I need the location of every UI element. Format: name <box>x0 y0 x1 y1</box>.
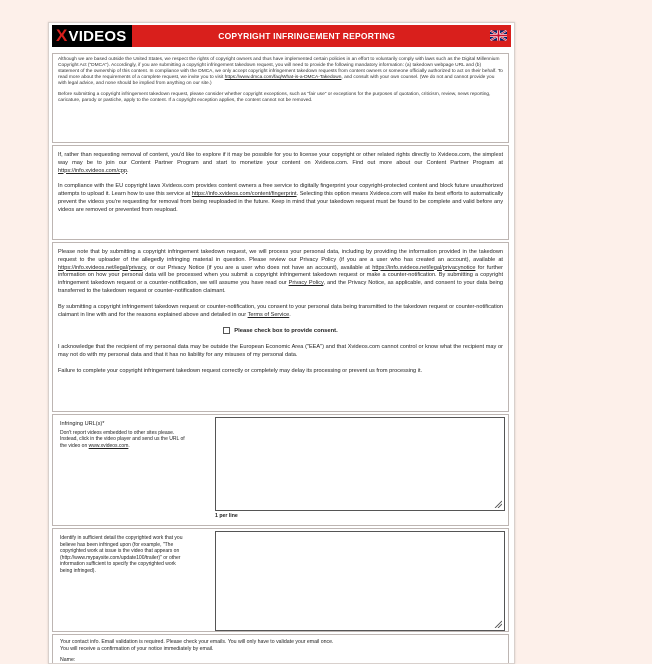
consent-label: Please check box to provide consent. <box>234 327 338 334</box>
copyrighted-work-label: Identify in sufficient detail the copyrighted work that you believe has been infringed upon (for example, "The copyrighted work at issue is the video that appears on (http://www.mypaysite.com/update100/trailer)" or other information sufficient to specify the copyrighted work being infringed). <box>60 535 183 574</box>
logo-text: VIDEOS <box>68 27 127 45</box>
intro-section <box>52 53 509 143</box>
infringing-urls-help: Don't report videos embedded to other sites please. Instead, click in the video player and send us the URL of the video on <box>60 429 185 449</box>
cpp-link[interactable]: https://info.xvideos.com/cpp <box>58 167 128 174</box>
privacy-notice-link[interactable]: https://info.xvideos.net/legal/privacynotice <box>372 264 476 271</box>
per-line-hint: 1 per line <box>215 513 238 519</box>
resize-handle-icon[interactable] <box>494 620 502 628</box>
privacy-policy-link[interactable]: https://info.xvideos.net/legal/privacy <box>58 264 146 271</box>
contact-paragraph-1: Your contact info. Email validation is required. Please check your emails. You will only have to validate your email once. <box>60 639 334 645</box>
page-title: COPYRIGHT INFRINGEMENT REPORTING <box>218 31 396 41</box>
privacy-paragraph-1: Please note that by submitting a copyright infringement takedown request, we will process your personal data, including by providing the information provided in the takedown request to the uploader of the allegedly infringing material in question. Please review our Privacy Policy (if you are a user who has created an account), available at https://info.xvideos.net/legal/privacy, or our Privacy Notice (if you are a user who does not have an account), available at https://info.xvideos.net/legal/privacynotice for further information on how your personal data will be processed when you submit a copyright infringement takedown request or make a counter-notification. By submitting a copyright infringement takedown request or a counter-notification, we will assume you have read our Privacy Policy, and the Privacy Notice, as applicable, and consent to your data being transferred to the takedown request or counter-notification claimant. <box>58 249 504 294</box>
dmca-link[interactable]: https://www.dmca.com/faq/What-is-a-DMCA-Takedown <box>224 75 342 80</box>
infringing-urls-label-block: Infringing URL(s)* Don't report videos embedded to other sites please. Instead, click in the video player and send us the URL of the video on www.xvideos.com. <box>60 421 188 449</box>
licensing-paragraph-1: If, rather than requesting removal of content, you'd like to explore if it may be possible for you to license your copyright or other related rights directly to Xvideos.com, the simplest way may be to join our Content Partner Program and start to monetize your content on Xvideos.com. Find out more about our Content Partner Program at https://info.xvideos.com/cpp. <box>58 152 503 174</box>
infringing-urls-row <box>52 414 509 526</box>
privacy-policy-text-link[interactable]: Privacy Policy <box>288 280 324 287</box>
intro-paragraph-1: Although we are based outside the United States, we respect the rights of copyright owners and thus have implemented certain policies in an effort to voluntarily comply with laws such as the Digital Millennium Copyright Act ("DMCA"). Accordingly, if you are submitting a copyright infringement takedown request, you will need to provide the following mandatory information: (a) takedown webpage URL and (b) statement of the ownership of this content. In compliance with the DMCA, we only accept copyright infringement takedown requests from content owners or someone officially authorized to act on their behalf. To read more about the requirements of a complete request, we invite you to visit https://www.dmca.com/faq/What-is-a-DMCA-Takedown, and consult with your own counsel. (We do not and cannot provide you with legal advice, and none should be implied from anything on our site.) <box>58 57 503 86</box>
contact-paragraph-2: You will receive a confirmation of your notice immediately by email. <box>60 645 214 652</box>
privacy-paragraph-2: By submitting a copyright infringement takedown request or counter-notification, you consent to your personal data being transmitted to the takedown request or counter-notification claimant in line with and for the reasons explained above and detailed in our Terms of Service. <box>58 303 503 318</box>
header-bar <box>52 25 511 47</box>
consent-row <box>58 327 503 334</box>
logo-x: X <box>56 26 68 45</box>
licensing-paragraph-2: In compliance with the EU copyright laws Xvideos.com provides content owners a free service to digitally fingerprint your copyright-protected content and block future unauthorized attempts to upload it. Learn how to use this service at https://info.xvideos.com/content/fingerprint. Selecting this option means Xvideos.com will make its best efforts to automatically prevent the videos you're requesting for removal from being reuploaded in the future. Keep in mind that your takedown request must be found to be complete and valid before any videos are removed or prevented from reupload. <box>58 183 503 213</box>
copyrighted-work-textarea[interactable] <box>215 531 505 631</box>
xvideos-site-link[interactable]: www.xvideos.com <box>88 442 129 449</box>
report-page <box>48 22 515 664</box>
privacy-paragraph-3: I acknowledge that the recipient of my personal data may be outside the European Economic Area ("EEA") and that Xvideos.com cannot control or know what the recipient may or may not do with my personal data and that it has no liability for any misuses of my personal data. <box>58 344 503 359</box>
consent-checkbox[interactable] <box>223 327 230 334</box>
copyrighted-work-row <box>52 528 509 632</box>
privacy-paragraph-4: Failure to complete your copyright infringement takedown request correctly or completely may delay its processing or prevent us from processing it. <box>58 367 423 374</box>
fingerprint-link[interactable]: https://info.xvideos.com/content/fingerprint <box>191 191 297 198</box>
name-label: Name: <box>60 657 76 663</box>
intro-paragraph-2: Before submitting a copyright infringement takedown request, please consider whether copyright exceptions, such as "fair use" or exceptions for the purposes of quotation, criticism, review, news reporting, caricature, parody or pastiche, apply to the content. If a copyright exception applies, the content cannot not be removed. <box>58 92 491 103</box>
licensing-section <box>52 145 509 240</box>
infringing-urls-label: Infringing URL(s)* <box>60 421 105 427</box>
terms-of-service-link[interactable]: Terms of Service <box>247 311 290 318</box>
contact-row <box>52 634 509 664</box>
privacy-section <box>52 242 509 412</box>
xvideos-logo[interactable] <box>52 25 132 47</box>
uk-flag-icon[interactable] <box>490 30 507 41</box>
contact-info <box>60 639 333 664</box>
infringing-urls-textarea[interactable] <box>215 417 505 511</box>
resize-handle-icon[interactable] <box>494 500 502 508</box>
